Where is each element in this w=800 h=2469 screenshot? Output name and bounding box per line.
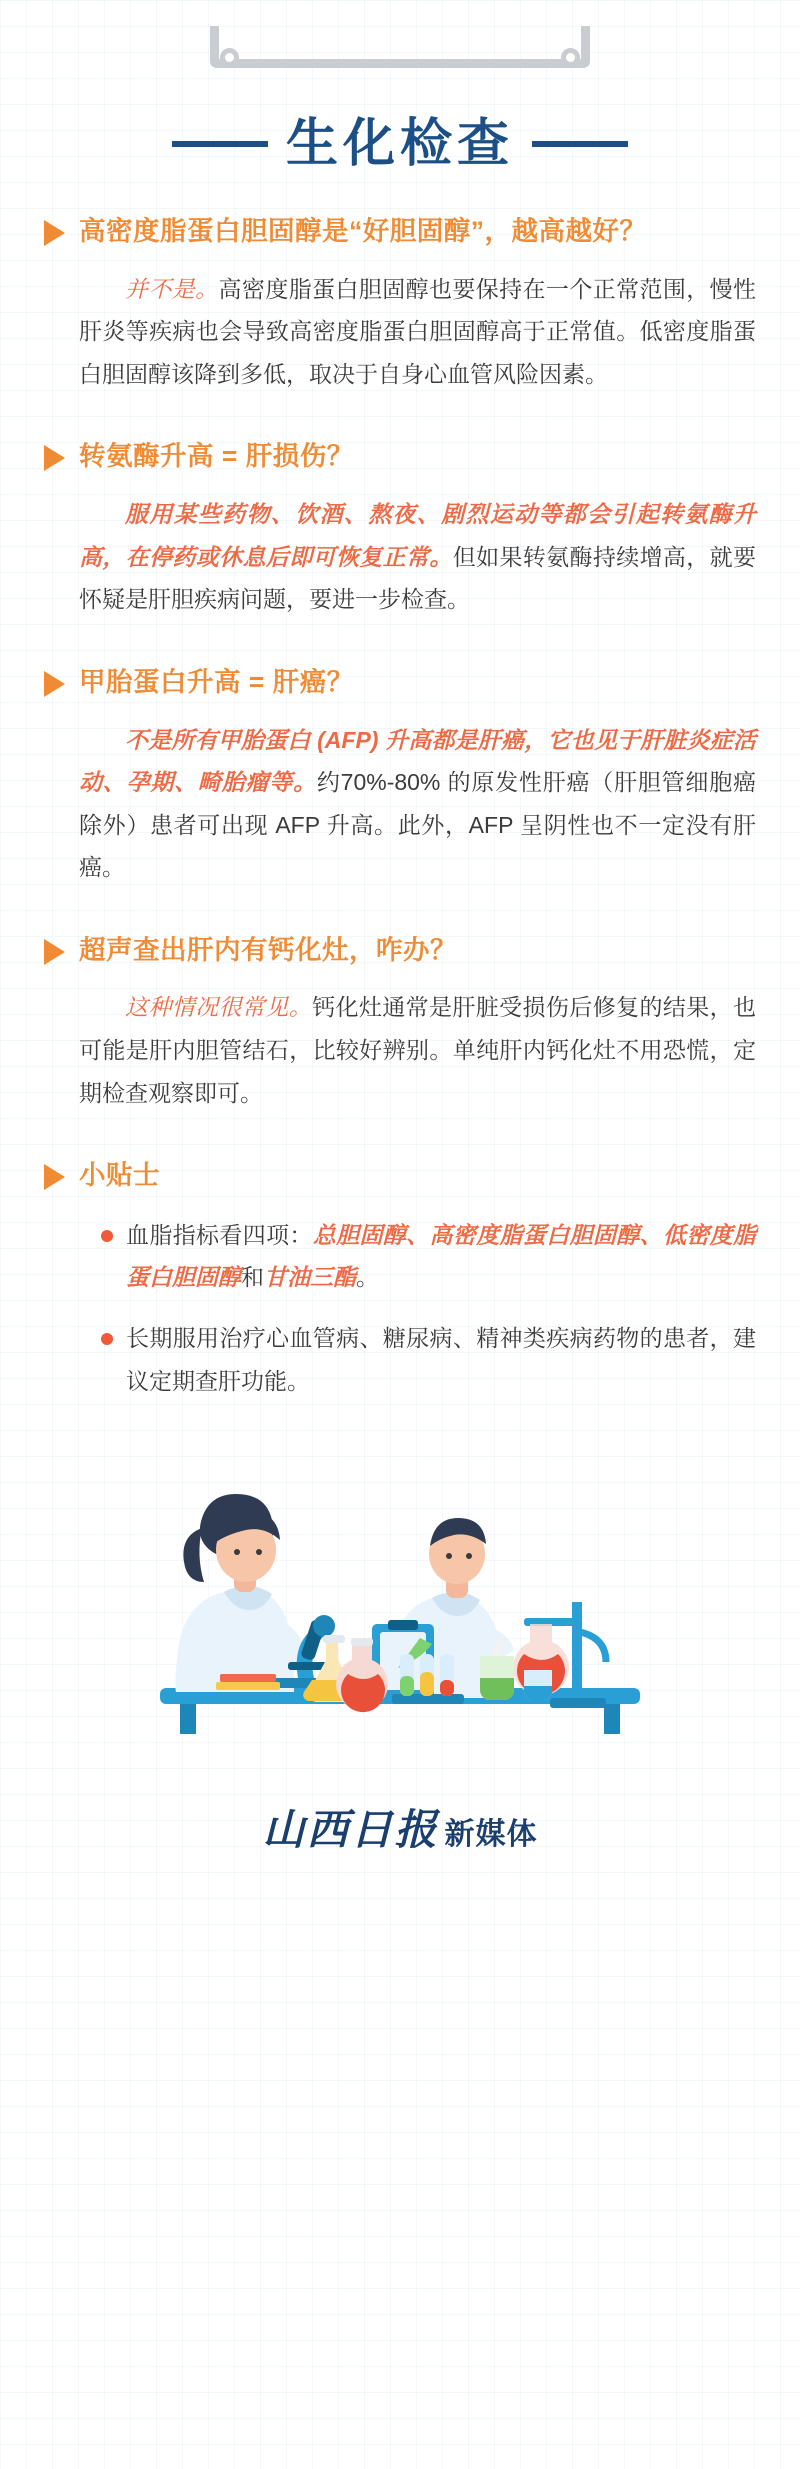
tip-prefix-1: 血脂指标看四项：	[126, 1221, 313, 1248]
tip-text-1	[126, 1214, 756, 1299]
question-text-3: 甲胎蛋白升高 = 肝癌？	[79, 666, 354, 697]
illustration-svg	[120, 1442, 680, 1742]
tip-middle-1: 和	[241, 1264, 264, 1291]
answer-block-1	[44, 268, 756, 396]
question-text-2: 转氨酶升高 = 肝损伤？	[79, 441, 354, 472]
tip-highlight-1b: 甘油三酯	[264, 1264, 356, 1291]
list-item	[79, 1214, 756, 1299]
question-row-3	[44, 663, 756, 703]
hanger-knob-right	[561, 48, 580, 67]
question-row-4	[44, 931, 756, 971]
question-row-1	[44, 212, 756, 252]
section-qa-3	[44, 621, 756, 889]
tip-highlight-1a: 总胆固醇、高密度脂蛋白胆固醇、低密度脂蛋白胆固醇	[126, 1221, 757, 1291]
answer-highlight-1: 并不是。	[125, 275, 219, 302]
lab-scientists-illustration	[120, 1442, 680, 1742]
hanger-knob-left	[220, 48, 239, 67]
page-title: 生化检查	[285, 115, 514, 173]
answer-block-4	[44, 986, 756, 1114]
answer-highlight-4: 这种情况很常见。	[125, 994, 313, 1021]
section-tips	[44, 1114, 756, 1402]
title-rule-right	[532, 141, 628, 147]
section-qa-1	[44, 170, 756, 395]
triangle-bullet-icon	[44, 1164, 65, 1190]
hanger-bar	[210, 26, 590, 68]
answer-highlight-3: 不是所有甲胎蛋白 (AFP) 升高都是肝癌，它也见于肝脏炎症活动、孕期、畸胎瘤等。	[79, 726, 756, 796]
triangle-bullet-icon	[44, 939, 65, 965]
tips-heading-row	[44, 1156, 756, 1196]
page-title-row	[0, 115, 800, 173]
footer-logo	[0, 1797, 800, 1917]
tip-text-2: 长期服用治疗心血管病、糖尿病、精神类疾病药物的患者，建议定期查肝功能。	[126, 1324, 756, 1394]
answer-body-4: 钙化灶通常是肝脏受损伤后修复的结果，也可能是肝内胆管结石，比较好辨别。单纯肝内钙化灶不用恐慌，定期检查观察即可。	[79, 994, 757, 1106]
answer-body-3: 约70%-80% 的原发性肝癌（肝胆管细胞癌除外）患者可出现 AFP 升高。此外，AFP 呈阴性也不一定没有肝癌。	[79, 769, 757, 881]
triangle-bullet-icon	[44, 671, 65, 697]
answer-body-1: 高密度脂蛋白胆固醇也要保持在一个正常范围，慢性肝炎等疾病也会导致高密度脂蛋白胆固醇高于正常值。低密度脂蛋白胆固醇该降到多低，取决于自身心血管风险因素。	[79, 275, 757, 387]
answer-highlight-2: 服用某些药物、饮酒、熬夜、剧烈运动等都会引起转氨酶升高，在停药或休息后即可恢复正常。	[79, 501, 756, 570]
dot-bullet-icon	[101, 1333, 113, 1345]
question-text-1: 高密度脂蛋白胆固醇是“好胆固醇”，越高越好？	[79, 216, 647, 246]
list-item	[79, 1317, 756, 1402]
tips-heading: 小贴士	[79, 1160, 160, 1191]
dot-bullet-icon	[101, 1230, 113, 1242]
section-qa-2	[44, 395, 756, 620]
section-qa-4	[44, 889, 756, 1114]
question-row-2	[44, 437, 756, 477]
answer-block-3	[44, 719, 756, 889]
title-rule-left	[172, 141, 268, 147]
paper-clip-hanger-icon	[0, 0, 800, 96]
tips-list	[44, 1214, 756, 1402]
triangle-bullet-icon	[44, 445, 65, 471]
answer-block-2	[44, 493, 756, 621]
question-text-4: 超声查出肝内有钙化灶，咋办？	[79, 934, 457, 965]
answer-body-2: 但如果转氨酶持续增高，就要怀疑是肝胆疾病问题，要进一步检查。	[79, 543, 757, 613]
triangle-bullet-icon	[44, 220, 65, 246]
footer-subbrand: 新媒体	[444, 1818, 538, 1852]
footer-brand: 山西日报	[262, 1805, 439, 1855]
tip-suffix-1: 。	[356, 1264, 379, 1291]
